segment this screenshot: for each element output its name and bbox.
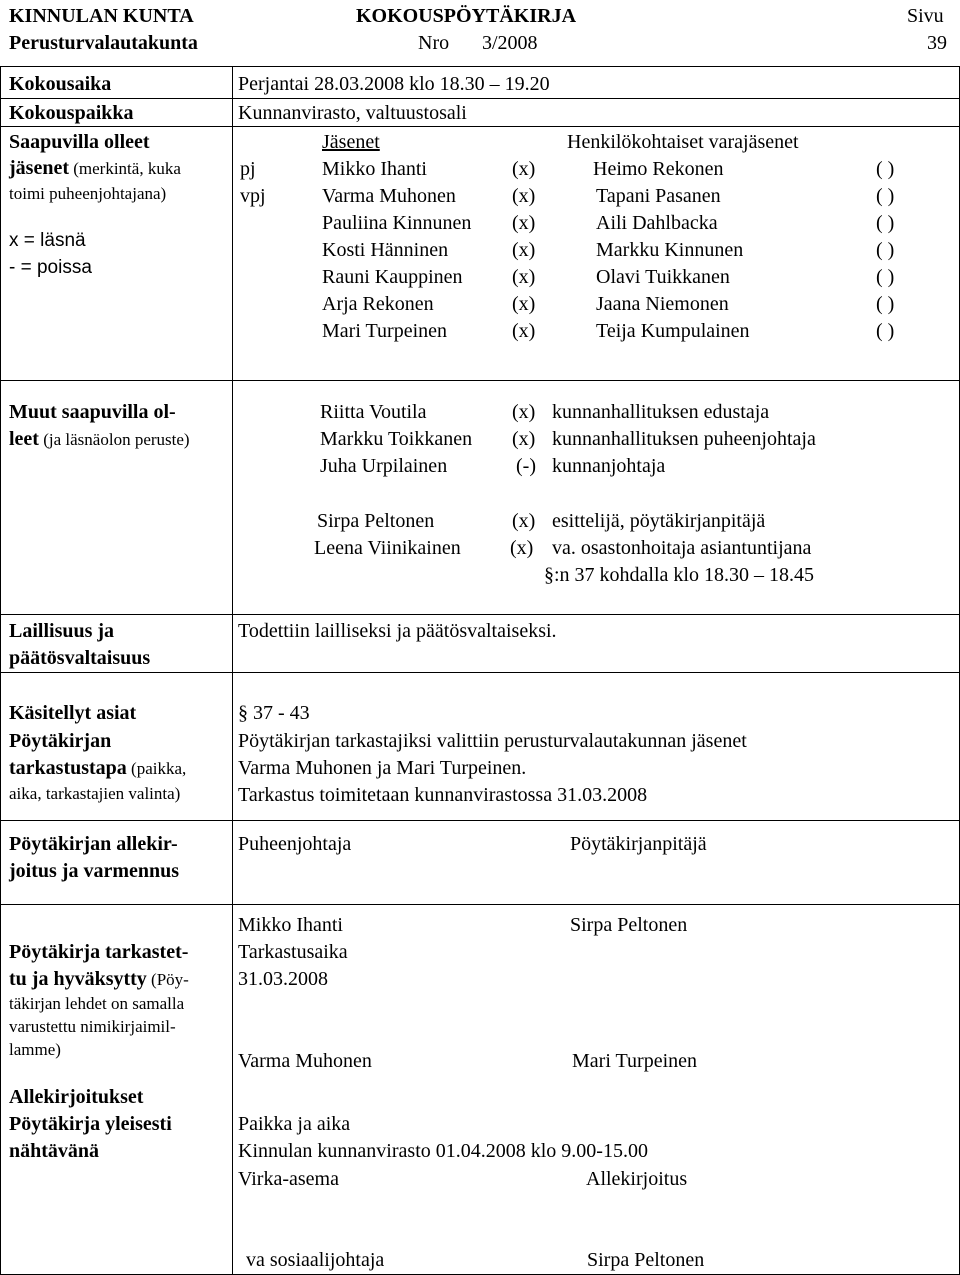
row-divider [0, 380, 960, 381]
row-divider [0, 904, 960, 905]
member-name: Rauni Kauppinen [322, 266, 463, 288]
deputy-attendance-mark: ( ) [876, 293, 895, 315]
member-attendance-mark: (x) [512, 158, 536, 180]
row-divider [0, 820, 960, 821]
tarkastettu-label-bold: tu ja hyväksytty [9, 968, 147, 990]
deputy-name: Jaana Niemonen [596, 293, 729, 315]
deputy-name: Olavi Tuikkanen [596, 266, 730, 288]
place-value: Kinnulan kunnanvirasto 01.04.2008 klo 9.00-15.00 [238, 1140, 648, 1162]
member-name: Mikko Ihanti [322, 158, 427, 180]
chair-name: Mikko Ihanti [238, 914, 343, 936]
others-label-line2 [9, 427, 190, 451]
deputy-attendance-mark: ( ) [876, 185, 895, 207]
member-attendance-mark: (x) [512, 212, 536, 234]
tarkastettu-label-note: varustettu nimikirjaimil- [9, 1017, 176, 1036]
list-item-name: Juha Urpilainen [320, 455, 448, 477]
kasitellyt-label: Käsitellyt asiat [9, 702, 137, 724]
board-name: Perusturvalautakunta [9, 32, 198, 54]
nro-label: Nro [418, 32, 450, 54]
nro-value: 3/2008 [482, 32, 538, 54]
tarkastustapa-line: Varma Muhonen ja Mari Turpeinen. [238, 757, 527, 779]
others-label-note: (ja läsnäolon peruste) [38, 430, 190, 449]
deputy-name: Tapani Pasanen [596, 185, 721, 207]
inspector-name: Mari Turpeinen [572, 1050, 697, 1072]
allekirjoitus-label-line2: joitus ja varmennus [9, 860, 180, 882]
deputy-name: Heimo Rekonen [593, 158, 724, 180]
page-label: Sivu [907, 5, 944, 27]
list-item-mark: (x) [512, 401, 536, 423]
kokousaika-value: Perjantai 28.03.2008 klo 18.30 – 19.20 [238, 73, 550, 95]
member-role: vpj [240, 185, 266, 207]
member-role: pj [240, 158, 256, 180]
nahtavana-label-line2: Pöytäkirja yleisesti [9, 1113, 172, 1135]
kokousaika-label: Kokousaika [9, 73, 112, 95]
header-separator [0, 66, 960, 67]
signature-value: Sirpa Peltonen [587, 1249, 705, 1271]
member-attendance-mark: (x) [512, 185, 536, 207]
laillisuus-label-line2: päätösvaltaisuus [9, 647, 151, 669]
signature-label: Allekirjoitus [586, 1168, 688, 1190]
nahtavana-label: Allekirjoitukset [9, 1086, 144, 1108]
list-item-mark: (x) [510, 537, 534, 559]
row-divider [0, 614, 960, 615]
office-label: Virka-asema [238, 1168, 339, 1190]
row-divider [0, 672, 960, 673]
kokouspaikka-value: Kunnanvirasto, valtuustosali [238, 102, 467, 124]
row-divider [0, 98, 960, 99]
list-item-name: Sirpa Peltonen [317, 510, 435, 532]
deputy-attendance-mark: ( ) [876, 320, 895, 342]
deputy-attendance-mark: ( ) [876, 212, 895, 234]
member-attendance-mark: (x) [512, 293, 536, 315]
deputy-attendance-mark: ( ) [876, 239, 895, 261]
member-attendance-mark: (x) [512, 320, 536, 342]
kokouspaikka-label: Kokouspaikka [9, 102, 134, 124]
document-type: KOKOUSPÖYTÄKIRJA [356, 5, 577, 27]
attendance-label-bold: jäsenet [9, 157, 69, 179]
list-item-role: esittelijä, pöytäkirjanpitäjä [552, 510, 766, 532]
attendance-label-note: toimi puheenjohtajana) [9, 184, 167, 203]
tarkastustapa-line: Tarkastus toimitetaan kunnanvirastossa 31.03.2008 [238, 784, 648, 806]
list-item-role: kunnanhallituksen edustaja [552, 401, 770, 423]
list-item-mark: (x) [512, 428, 536, 450]
tarkastustapa-label-bold: tarkastustapa [9, 757, 127, 779]
list-item-name: Markku Toikkanen [320, 428, 473, 450]
municipality-name: KINNULAN KUNTA [9, 5, 194, 27]
member-name: Varma Muhonen [322, 185, 456, 207]
list-item-role: va. osastonhoitaja asiantuntijana [552, 537, 812, 559]
member-name: Arja Rekonen [322, 293, 434, 315]
tarkastustapa-line: Pöytäkirjan tarkastajiksi valittiin perusturvalautakunnan jäsenet [238, 730, 747, 752]
member-attendance-mark: (x) [512, 266, 536, 288]
list-item-name: Riitta Voutila [320, 401, 427, 423]
deputy-name: Markku Kinnunen [596, 239, 744, 261]
tarkastettu-label-note: täkirjan lehdet on samalla [9, 994, 185, 1013]
list-item-name: Leena Viinikainen [314, 537, 461, 559]
left-border [0, 66, 1, 1275]
row-divider [0, 126, 960, 127]
list-item-role: kunnanhallituksen puheenjohtaja [552, 428, 816, 450]
member-attendance-mark: (x) [512, 239, 536, 261]
place-label: Paikka ja aika [238, 1113, 351, 1135]
nahtavana-label-line3: nähtävänä [9, 1140, 100, 1162]
member-name: Pauliina Kinnunen [322, 212, 472, 234]
deputy-name: Teija Kumpulainen [596, 320, 750, 342]
tarkastettu-label-note: (Pöy- [146, 970, 189, 989]
allekirjoitus-label: Pöytäkirjan allekir- [9, 833, 178, 855]
tarkastettu-label: Pöytäkirja tarkastet- [9, 941, 189, 963]
chair-title: Puheenjohtaja [238, 833, 352, 855]
member-name: Kosti Hänninen [322, 239, 449, 261]
inspection-time-value: 31.03.2008 [238, 968, 328, 990]
office-value: va sosiaalijohtaja [246, 1249, 385, 1271]
list-item-role: kunnanjohtaja [552, 455, 666, 477]
tarkastustapa-label-line2 [9, 756, 186, 780]
legend-present: x = läsnä [9, 230, 86, 251]
tarkastettu-label-note: lamme) [9, 1040, 61, 1059]
secretary-title: Pöytäkirjanpitäjä [570, 833, 707, 855]
deputy-attendance-mark: ( ) [876, 266, 895, 288]
inspector-name: Varma Muhonen [238, 1050, 372, 1072]
tarkastettu-label-line2 [9, 967, 189, 991]
tarkastustapa-label-note: (paikka, [126, 759, 187, 778]
list-item-mark: (x) [512, 510, 536, 532]
list-item-mark: (-) [516, 455, 536, 477]
inspection-time-label: Tarkastusaika [238, 941, 348, 963]
deputy-attendance-mark: ( ) [876, 158, 895, 180]
others-label-bold: leet [9, 428, 39, 450]
list-item-extra: §:n 37 kohdalla klo 18.30 – 18.45 [544, 564, 814, 586]
member-name: Mari Turpeinen [322, 320, 447, 342]
legend-absent: - = poissa [9, 257, 92, 278]
page-number: 39 [927, 32, 947, 54]
attendance-label-line2 [9, 156, 181, 180]
tarkastustapa-label-note: aika, tarkastajien valinta) [9, 784, 181, 803]
attendance-label-note: (merkintä, kuka [68, 159, 181, 178]
column-divider [232, 66, 233, 1275]
laillisuus-value: Todettiin lailliseksi ja päätösvaltaiseksi. [238, 620, 557, 642]
secretary-name: Sirpa Peltonen [570, 914, 688, 936]
members-header: Jäsenet [322, 131, 380, 153]
tarkastustapa-label: Pöytäkirjan [9, 730, 112, 752]
attendance-label: Saapuvilla olleet [9, 131, 150, 153]
deputy-name: Aili Dahlbacka [596, 212, 718, 234]
others-label: Muut saapuvilla ol- [9, 401, 176, 423]
deputies-header: Henkilökohtaiset varajäsenet [567, 131, 799, 153]
kasitellyt-value: § 37 - 43 [238, 702, 310, 724]
laillisuus-label: Laillisuus ja [9, 620, 115, 642]
